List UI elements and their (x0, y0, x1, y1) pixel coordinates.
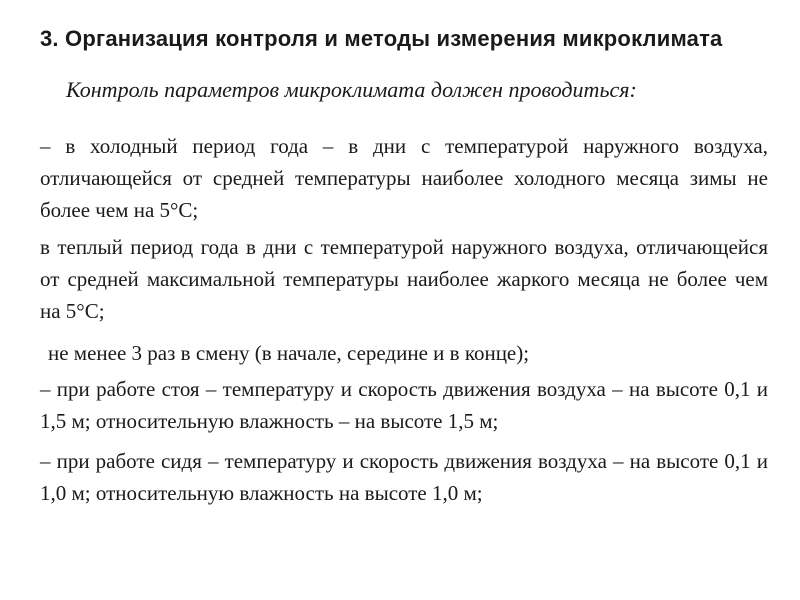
paragraph-standing-work: – при работе стоя – температуру и скорость движения воздуха – на высоте 0,1 и 1,5 м; относительную влажность – на высоте 1,5 м; (40, 377, 768, 433)
slide-title: 3. Организация контроля и методы измерения микроклимата (40, 26, 723, 51)
paragraph-cold-period: – в холодный период года – в дни с температурой наружного воздуха, отличающейся от средней температуры наиболее холодного месяца зимы не более чем на 5°С; (40, 134, 768, 222)
paragraph-warm-period: в теплый период года в дни с температурой наружного воздуха, отличающейся от средней максимальной температуры наиболее жаркого месяца не более чем на 5°С; (40, 235, 768, 323)
slide-subtitle: Контроль параметров микроклимата должен проводиться: (66, 77, 637, 102)
paragraph-sitting-work: – при работе сидя – температуру и скорость движения воздуха – на высоте 0,1 и 1,0 м; относительную влажность на высоте 1,0 м; (40, 449, 768, 505)
paragraph-frequency: не менее 3 раз в смену (в начале, середине и в конце); (48, 341, 530, 365)
